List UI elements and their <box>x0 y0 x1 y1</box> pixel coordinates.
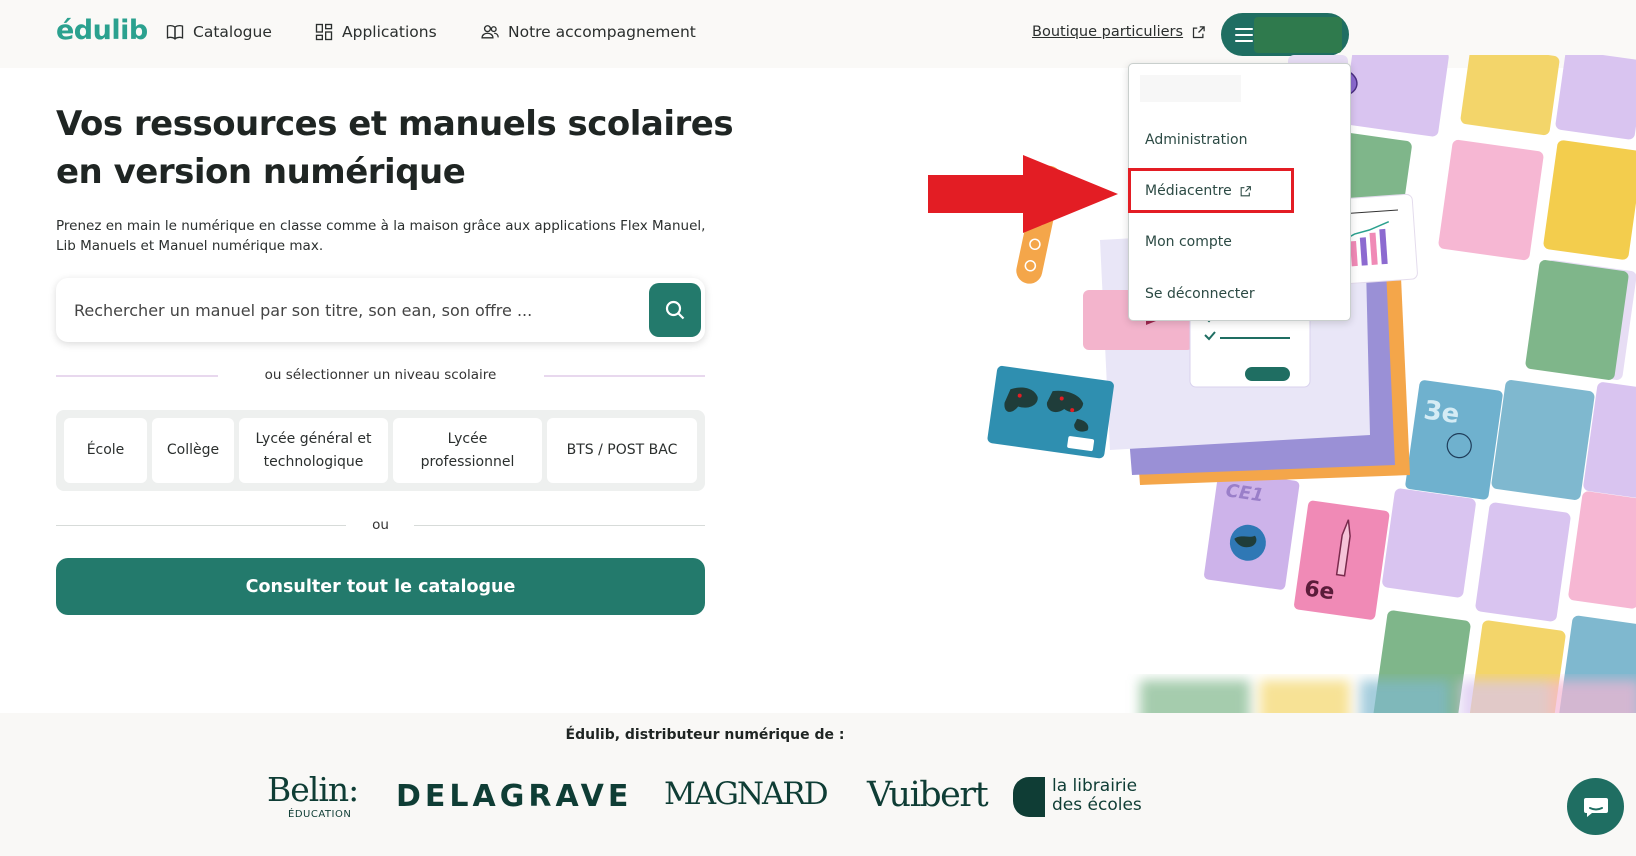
card-3e <box>1405 380 1503 501</box>
nav-applications[interactable] <box>314 22 437 42</box>
book-icon <box>165 22 185 42</box>
grid-icon <box>314 22 334 42</box>
mediacentre-highlight-box <box>1128 168 1294 213</box>
user-name-redacted <box>1254 17 1342 53</box>
footer-title: Édulib, distributeur numérique de : <box>565 727 845 743</box>
red-arrow-annotation <box>928 155 1128 233</box>
map-card <box>987 365 1115 459</box>
level-lycee-pro[interactable] <box>393 418 542 483</box>
level-lycee-pro-label: Lycée professionnel <box>420 430 515 470</box>
chat-button[interactable] <box>1567 778 1624 835</box>
or-text: ou <box>372 517 389 533</box>
menu-item-mediacentre-label: Médiacentre <box>1145 183 1232 199</box>
librairie-des-ecoles-logo[interactable]: la librairie des écoles <box>1052 776 1142 815</box>
boutique-label: Boutique particuliers <box>1032 24 1184 40</box>
footer-partners <box>0 713 1636 856</box>
card-6e <box>1293 500 1390 620</box>
users-icon <box>480 22 500 42</box>
menu-item-mon-compte[interactable] <box>1145 234 1232 250</box>
belin-logo[interactable]: Belin: <box>267 770 359 809</box>
search-input[interactable] <box>74 294 614 326</box>
nav-applications-label: Applications <box>342 23 437 41</box>
or-divider <box>56 514 705 538</box>
user-info-redacted <box>1140 75 1241 102</box>
edulib-logo[interactable]: édulib <box>56 15 148 46</box>
level-ecole-label: École <box>86 442 125 458</box>
page-title-line2: en version numérique <box>56 152 466 192</box>
menu-item-administration-label: Administration <box>1145 132 1248 148</box>
delagrave-logo[interactable]: DELAGRAVE <box>396 779 633 814</box>
level-bts-label: BTS / POST BAC <box>566 442 678 458</box>
magnard-logo[interactable]: MAGNARD <box>664 776 827 812</box>
search-button[interactable] <box>649 283 701 337</box>
search-icon <box>663 298 687 322</box>
level-lycee-general-label: Lycée général et technologique <box>255 430 372 470</box>
librairie-logo-mark <box>1013 777 1045 817</box>
svg-text:6e: 6e <box>1302 576 1337 606</box>
hamburger-icon <box>1235 28 1253 42</box>
card-ce1 <box>1203 470 1300 590</box>
menu-item-mon-compte-label: Mon compte <box>1145 234 1232 250</box>
nav-accompagnement-label: Notre accompagnement <box>508 23 696 41</box>
level-divider <box>56 364 705 388</box>
level-divider-text: ou sélectionner un niveau scolaire <box>264 367 497 383</box>
level-college-label: Collège <box>166 442 220 458</box>
search-bar <box>56 278 705 342</box>
page-title <box>56 100 736 196</box>
nav-catalogue[interactable] <box>165 22 272 42</box>
page-subtitle <box>56 216 716 256</box>
menu-item-logout[interactable] <box>1145 286 1255 302</box>
nav-catalogue-label: Catalogue <box>193 23 272 41</box>
level-bts[interactable] <box>547 418 697 483</box>
page-subtitle-line1: Prenez en main le numérique en classe comme à la maison grâce aux applications Flex Manuel, <box>56 218 706 234</box>
consulter-catalogue-button[interactable]: Consulter tout le catalogue <box>56 558 705 615</box>
boutique-particuliers-link[interactable] <box>1032 24 1206 40</box>
level-college[interactable] <box>152 418 234 483</box>
level-lycee-general[interactable] <box>239 418 388 483</box>
page-subtitle-line2: Lib Manuels et Manuel numérique max. <box>56 238 324 254</box>
menu-item-administration[interactable] <box>1145 132 1247 148</box>
external-link-icon <box>1191 25 1206 40</box>
level-selector <box>56 410 705 491</box>
level-ecole[interactable] <box>64 418 147 483</box>
menu-item-logout-label: Se déconnecter <box>1145 286 1255 302</box>
vuibert-logo[interactable]: Vuibert <box>867 775 988 815</box>
nav-accompagnement[interactable] <box>480 22 696 42</box>
blurred-region <box>1140 680 1636 715</box>
svg-text:CE1: CE1 <box>1224 480 1266 507</box>
svg-text:3e: 3e <box>1421 395 1462 431</box>
page-title-line1: Vos ressources et manuels scolaires <box>56 104 734 144</box>
user-menu-button[interactable] <box>1221 13 1349 56</box>
belin-logo-sub: ÉDUCATION <box>288 809 352 820</box>
chat-icon <box>1583 796 1609 818</box>
